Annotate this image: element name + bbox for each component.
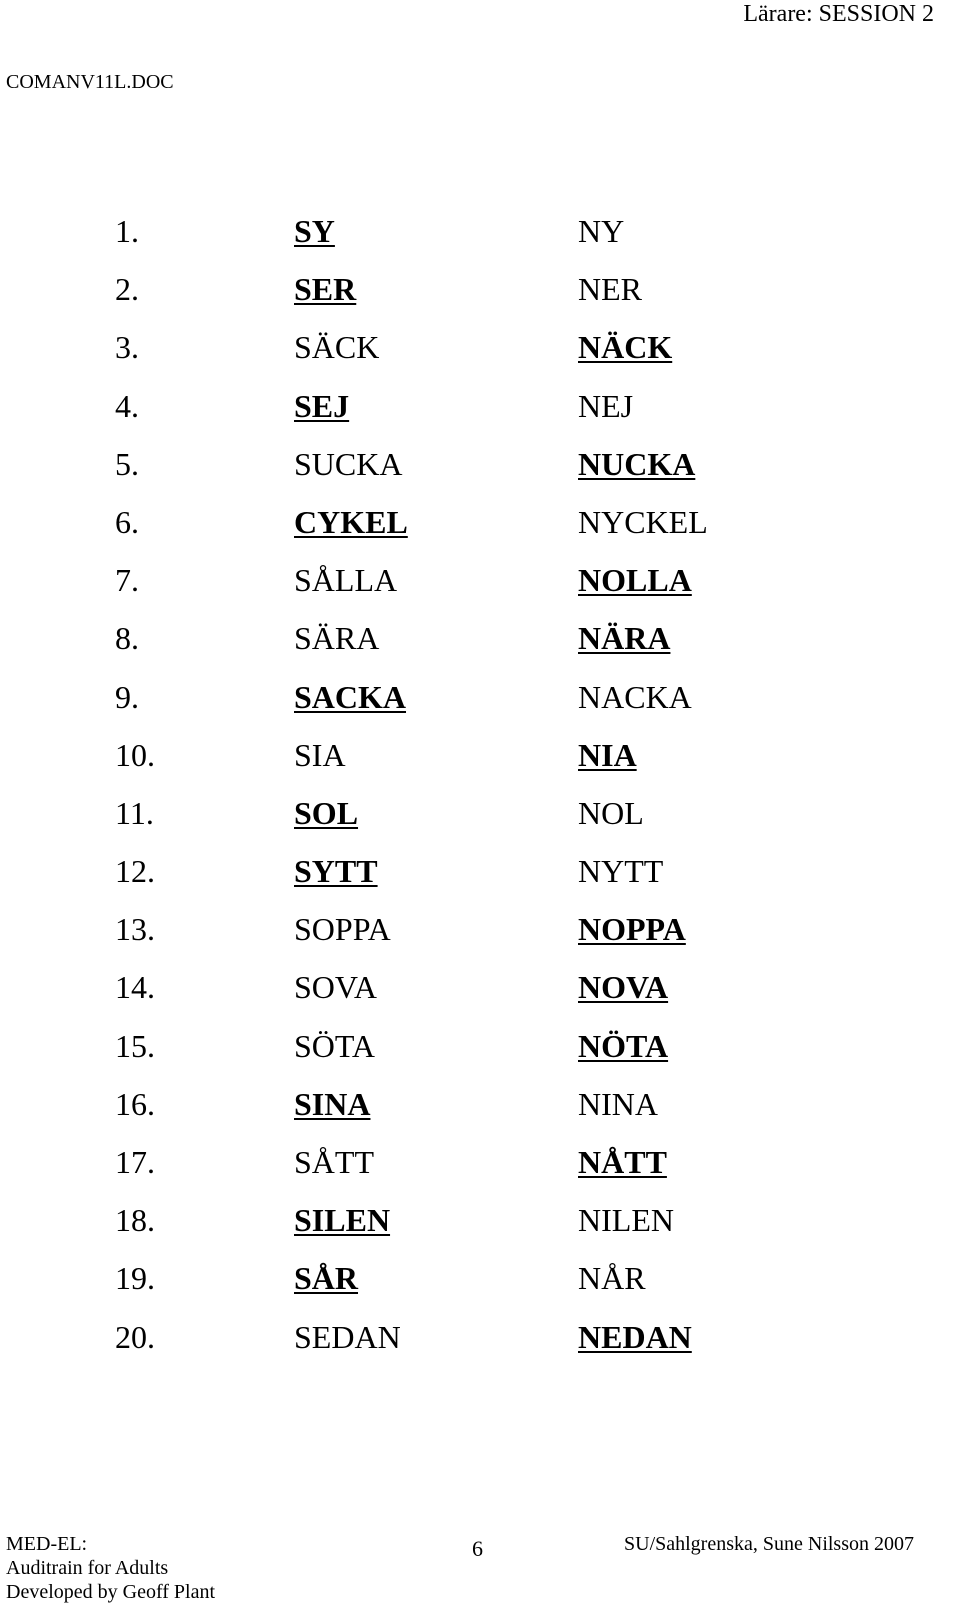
- session-header: Lärare: SESSION 2: [743, 1, 934, 27]
- word-right: NOL: [578, 794, 644, 831]
- word-pair-row: [0, 849, 960, 907]
- word-right: NUCKA: [578, 445, 696, 482]
- word-left: SIA: [294, 736, 346, 773]
- item-number: 3.: [115, 329, 139, 366]
- word-pair-row: [0, 558, 960, 616]
- item-number: 7.: [115, 562, 139, 599]
- item-number: 10.: [115, 736, 155, 773]
- word-pair-row: [0, 1256, 960, 1314]
- item-number: 6.: [115, 503, 139, 540]
- word-right: NILEN: [578, 1202, 674, 1239]
- item-number: 2.: [115, 271, 139, 308]
- document-filename: COMANV11L.DOC: [6, 71, 174, 93]
- item-number: 8.: [115, 620, 139, 657]
- word-left: SEDAN: [294, 1318, 401, 1355]
- word-pair-row: [0, 907, 960, 965]
- word-right: NER: [578, 271, 642, 308]
- item-number: 14.: [115, 969, 155, 1006]
- word-right: NOLLA: [578, 562, 692, 599]
- word-left: SOL: [294, 794, 359, 831]
- word-left: SOPPA: [294, 911, 391, 948]
- footer-copyright: SU/Sahlgrenska, Sune Nilsson 2007: [624, 1533, 914, 1555]
- word-pair-row: [0, 675, 960, 733]
- word-right: NEDAN: [578, 1318, 692, 1355]
- item-number: 17.: [115, 1144, 155, 1180]
- page-number: 6: [472, 1536, 483, 1561]
- word-left: SÅLLA: [294, 562, 398, 599]
- word-pair-row: [0, 1082, 960, 1140]
- word-right: NINA: [578, 1085, 658, 1122]
- item-number: 16.: [115, 1085, 155, 1122]
- item-number: 13.: [115, 911, 155, 948]
- word-right: NOVA: [578, 969, 669, 1006]
- word-right: NOPPA: [578, 911, 686, 948]
- footer-credits: [6, 1532, 215, 1604]
- word-right: NÖTA: [578, 1027, 669, 1064]
- footer-line-program: Auditrain for Adults: [6, 1557, 169, 1579]
- word-right: NIA: [578, 736, 637, 773]
- word-right: NACKA: [578, 678, 692, 715]
- word-left: SYTT: [294, 853, 378, 890]
- word-pair-row: [0, 965, 960, 1023]
- word-left: SÄRA: [294, 620, 380, 657]
- word-left: SUCKA: [294, 445, 403, 482]
- word-left: CYKEL: [294, 503, 408, 540]
- word-pair-row: [0, 442, 960, 500]
- word-left: SÅTT: [294, 1144, 374, 1180]
- word-right: NÄCK: [578, 329, 673, 366]
- item-number: 9.: [115, 678, 139, 715]
- item-number: 4.: [115, 387, 139, 424]
- word-pair-row: [0, 1315, 960, 1373]
- word-pair-row: [0, 791, 960, 849]
- item-number: 12.: [115, 853, 155, 890]
- item-number: 19.: [115, 1260, 155, 1297]
- word-left: SACKA: [294, 678, 407, 715]
- word-right: NÄRA: [578, 620, 671, 657]
- word-pair-row: [0, 1140, 960, 1198]
- item-number: 11.: [115, 794, 154, 831]
- word-pair-list: [0, 209, 960, 1373]
- word-pair-row: [0, 1024, 960, 1082]
- footer-line-developer: Developed by Geoff Plant: [6, 1581, 216, 1603]
- word-pair-row: [0, 616, 960, 674]
- word-pair-row: [0, 1198, 960, 1256]
- word-pair-row: [0, 325, 960, 383]
- word-pair-row: [0, 733, 960, 791]
- word-left: SINA: [294, 1085, 371, 1122]
- word-left: SÄCK: [294, 329, 380, 366]
- word-right: NYTT: [578, 853, 664, 890]
- word-right: NÅR: [578, 1260, 646, 1297]
- word-pair-row: [0, 209, 960, 267]
- word-right: NÅTT: [578, 1144, 667, 1180]
- footer-line-brand: MED-EL:: [6, 1533, 88, 1555]
- word-left: SÖTA: [294, 1027, 375, 1064]
- word-left: SÅR: [294, 1260, 359, 1297]
- word-pair-row: [0, 500, 960, 558]
- word-right: NY: [578, 213, 625, 249]
- item-number: 18.: [115, 1202, 155, 1239]
- word-pair-row: [0, 267, 960, 325]
- word-pair-row: [0, 384, 960, 442]
- word-left: SILEN: [294, 1202, 391, 1239]
- word-left: SOVA: [294, 969, 377, 1006]
- word-left: SY: [294, 213, 335, 249]
- item-number: 1.: [115, 213, 139, 249]
- item-number: 20.: [115, 1318, 155, 1355]
- item-number: 15.: [115, 1027, 155, 1064]
- word-left: SEJ: [294, 387, 350, 424]
- item-number: 5.: [115, 445, 139, 482]
- word-right: NYCKEL: [578, 503, 708, 540]
- word-right: NEJ: [578, 387, 634, 424]
- word-left: SER: [294, 271, 357, 308]
